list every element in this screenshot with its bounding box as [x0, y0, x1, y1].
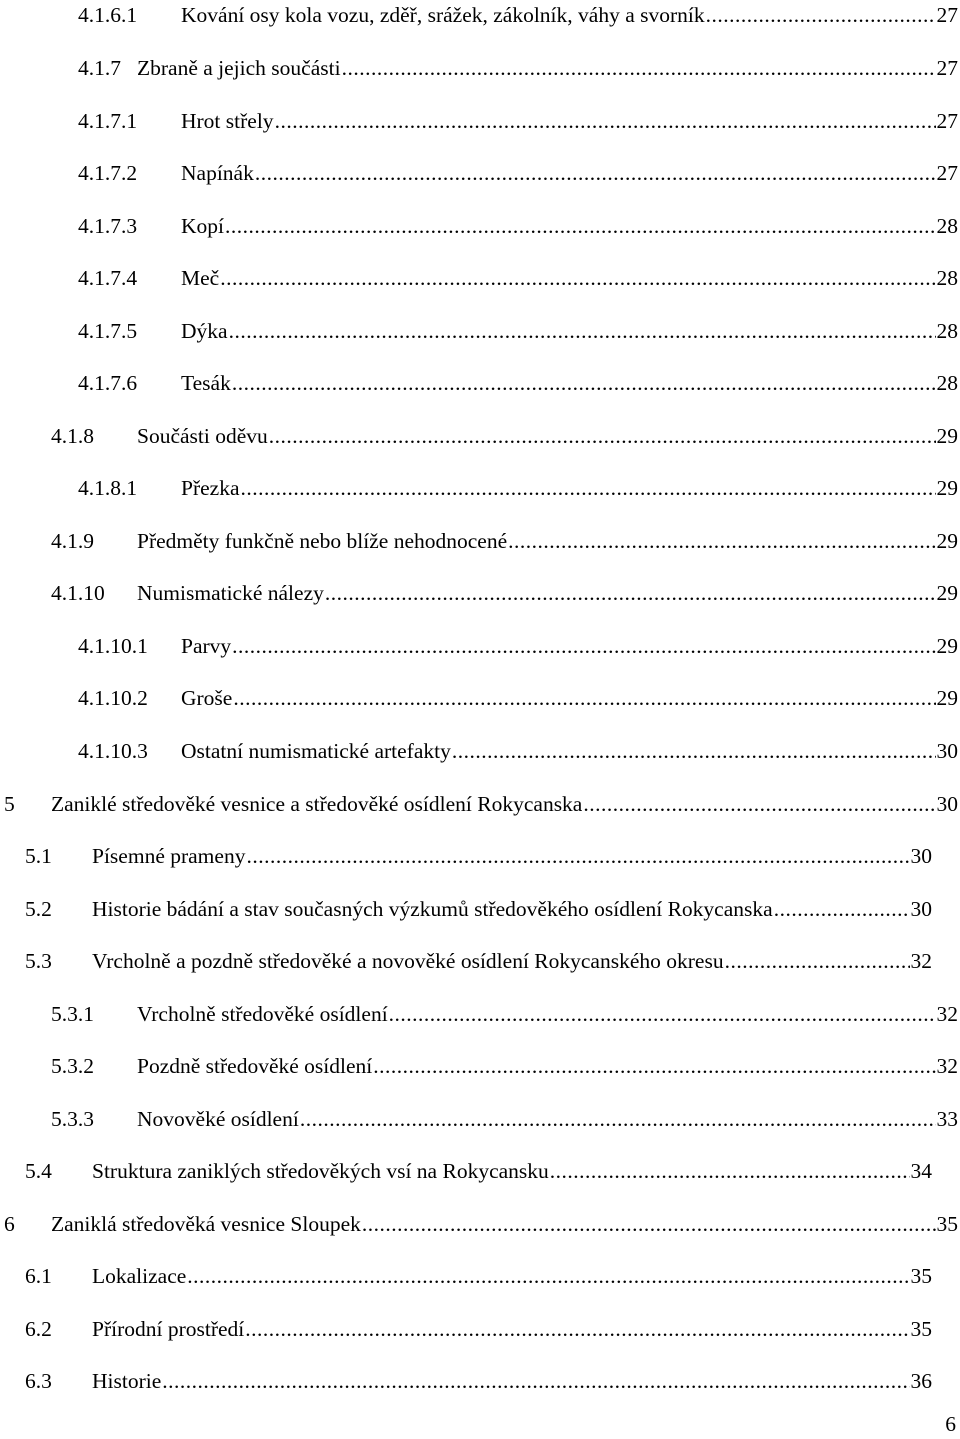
toc-leader-dots [706, 0, 936, 30]
toc-leader-dots [220, 263, 935, 293]
toc-entry-page: 28 [936, 319, 958, 343]
toc-entry-page: 29 [936, 476, 958, 500]
toc-entry[interactable] [0, 1156, 960, 1186]
toc-entry-title: Přezka [181, 476, 240, 500]
toc-entry-number: 4.1.10 [51, 581, 105, 605]
toc-entry[interactable] [0, 526, 960, 556]
toc-entry[interactable] [0, 1051, 960, 1081]
toc-entry[interactable] [0, 158, 960, 188]
toc-leader-dots [373, 1051, 935, 1081]
toc-entry-page: 29 [936, 686, 958, 710]
toc-entry-title: Parvy [181, 634, 232, 658]
toc-entry-page: 27 [936, 161, 958, 185]
toc-entry-title: Přírodní prostředí [92, 1317, 245, 1341]
toc-entry-page: 28 [936, 266, 958, 290]
toc-entry[interactable] [0, 946, 960, 976]
toc-entry[interactable] [0, 578, 960, 608]
toc-entry-number: 5.3.1 [51, 1002, 94, 1026]
toc-entry[interactable] [0, 368, 960, 398]
toc-entry-title: Předměty funkčně nebo blíže nehodnocené [137, 529, 508, 553]
toc-entry-page: 32 [936, 1002, 958, 1026]
toc-entry[interactable] [0, 1104, 960, 1134]
toc-entry-page: 28 [936, 214, 958, 238]
toc-entry-page: 30 [936, 739, 958, 763]
toc-leader-dots [225, 211, 936, 241]
toc-entry-title: Zaniklé středověké vesnice a středověké osídlení Rokycanska [51, 792, 583, 816]
toc-entry[interactable] [0, 841, 960, 871]
toc-leader-dots [725, 946, 910, 976]
toc-leader-dots [774, 894, 910, 924]
toc-entry-number: 4.1.8.1 [78, 476, 138, 500]
toc-leader-dots [362, 1209, 936, 1239]
toc-entry-page: 27 [936, 56, 958, 80]
toc-entry-title: Historie [92, 1369, 162, 1393]
toc-entry[interactable] [0, 1261, 960, 1291]
toc-leader-dots [241, 473, 936, 503]
toc-leader-dots [162, 1366, 909, 1396]
toc-entry-number: 4.1.7.2 [78, 161, 138, 185]
toc-entry-number: 4.1.7.6 [78, 371, 138, 395]
toc-entry-page: 28 [936, 371, 958, 395]
toc-entry-page: 27 [936, 3, 958, 27]
toc-leader-dots [452, 736, 936, 766]
toc-leader-dots [325, 578, 936, 608]
toc-entry-number: 4.1.8 [51, 424, 94, 448]
toc-leader-dots [233, 683, 935, 713]
toc-entry-number: 6.1 [25, 1264, 52, 1288]
toc-entry-number: 5.3.3 [51, 1107, 94, 1131]
toc-entry-page: 27 [936, 109, 958, 133]
toc-entry-page: 30 [910, 897, 932, 921]
toc-entry-title: Písemné prameny [92, 844, 246, 868]
toc-entry[interactable] [0, 894, 960, 924]
toc-entry-number: 4.1.10.2 [78, 686, 148, 710]
toc-entry[interactable] [0, 1366, 960, 1396]
toc-entry[interactable] [0, 683, 960, 713]
toc-entry-title: Zbraně a jejich součásti [137, 56, 341, 80]
toc-entry-title: Meč [181, 266, 220, 290]
toc-entry-title: Dýka [181, 319, 228, 343]
toc-entry-title: Pozdně středověké osídlení [137, 1054, 373, 1078]
toc-entry-number: 4.1.7.5 [78, 319, 138, 343]
toc-entry-title: Kování osy kola vozu, zděř, srážek, zákolník, váhy a svorník [181, 3, 705, 27]
toc-entry[interactable] [0, 421, 960, 451]
toc-entry[interactable] [0, 106, 960, 136]
toc-entry-number: 4.1.7.1 [78, 109, 138, 133]
toc-entry-page: 32 [910, 949, 932, 973]
toc-entry[interactable] [0, 211, 960, 241]
toc-entry-number: 4.1.9 [51, 529, 94, 553]
toc-entry[interactable] [0, 473, 960, 503]
toc-entry-page: 29 [936, 529, 958, 553]
toc-leader-dots [583, 789, 935, 819]
toc-entry[interactable] [0, 263, 960, 293]
toc-entry[interactable] [0, 1314, 960, 1344]
toc-entry-page: 33 [936, 1107, 958, 1131]
toc-entry-number: 5.2 [25, 897, 52, 921]
toc-entry[interactable] [0, 53, 960, 83]
page-number: 6 [945, 1412, 956, 1436]
toc-entry[interactable] [0, 736, 960, 766]
toc-entry-number: 5 [4, 792, 15, 816]
toc-entry-page: 29 [936, 424, 958, 448]
toc-entry-page: 34 [910, 1159, 932, 1183]
toc-entry-page: 29 [936, 581, 958, 605]
toc-entry-page: 35 [910, 1264, 932, 1288]
toc-entry[interactable] [0, 316, 960, 346]
toc-leader-dots [187, 1261, 909, 1291]
toc-entry-number: 4.1.7.3 [78, 214, 138, 238]
toc-entry-page: 35 [936, 1212, 958, 1236]
toc-entry[interactable] [0, 0, 960, 30]
toc-entry-page: 36 [910, 1369, 932, 1393]
toc-entry-page: 32 [936, 1054, 958, 1078]
toc-entry-title: Struktura zaniklých středověkých vsí na Rokycansku [92, 1159, 549, 1183]
toc-entry-title: Vrcholně a pozdně středověké a novověké osídlení Rokycanského okresu [92, 949, 724, 973]
toc-entry-number: 4.1.10.3 [78, 739, 148, 763]
toc-entry-number: 5.4 [25, 1159, 52, 1183]
toc-entry[interactable] [0, 999, 960, 1029]
toc-leader-dots [389, 999, 936, 1029]
toc-entry-page: 30 [936, 792, 958, 816]
toc-entry-page: 35 [910, 1317, 932, 1341]
toc-entry-title: Hrot střely [181, 109, 274, 133]
toc-leader-dots [269, 421, 936, 451]
toc-entry-number: 4.1.7.4 [78, 266, 138, 290]
toc-entry-number: 4.1.6.1 [78, 3, 138, 27]
toc-entry-title: Kopí [181, 214, 224, 238]
toc-leader-dots [275, 106, 936, 136]
toc-entry-title: Zaniklá středověká vesnice Sloupek [51, 1212, 361, 1236]
toc-entry-title: Součásti oděvu [137, 424, 268, 448]
toc-entry-number: 5.1 [25, 844, 52, 868]
toc-entry-title: Ostatní numismatické artefakty [181, 739, 451, 763]
toc-leader-dots [300, 1104, 936, 1134]
toc-entry-title: Napínák [181, 161, 254, 185]
toc-leader-dots [342, 53, 936, 83]
toc-entry[interactable] [0, 1209, 960, 1239]
toc-leader-dots [246, 841, 909, 871]
toc-entry[interactable] [0, 789, 960, 819]
toc-entry-title: Tesák [181, 371, 231, 395]
toc-leader-dots [550, 1156, 910, 1186]
toc-entry-title: Groše [181, 686, 233, 710]
toc-entry-number: 5.3 [25, 949, 52, 973]
toc-entry-title: Numismatické nálezy [137, 581, 324, 605]
toc-entry[interactable] [0, 631, 960, 661]
toc-entry-page: 29 [936, 634, 958, 658]
toc-entry-number: 4.1.10.1 [78, 634, 148, 658]
toc-entry-title: Historie bádání a stav současných výzkumů středověkého osídlení Rokycanska [92, 897, 773, 921]
toc-entry-title: Lokalizace [92, 1264, 187, 1288]
toc-leader-dots [229, 316, 936, 346]
toc-leader-dots [232, 631, 935, 661]
toc-entry-title: Novověké osídlení [137, 1107, 299, 1131]
toc-leader-dots [245, 1314, 909, 1344]
toc-entry-title: Vrcholně středověké osídlení [137, 1002, 388, 1026]
toc-entry-number: 6.2 [25, 1317, 52, 1341]
toc-entry-number: 5.3.2 [51, 1054, 94, 1078]
toc-entry-number: 6 [4, 1212, 15, 1236]
toc-leader-dots [232, 368, 936, 398]
toc-entry-number: 6.3 [25, 1369, 52, 1393]
toc-entry-page: 30 [910, 844, 932, 868]
toc-leader-dots [508, 526, 935, 556]
toc-leader-dots [255, 158, 936, 188]
toc-entry-number: 4.1.7 [78, 56, 121, 80]
